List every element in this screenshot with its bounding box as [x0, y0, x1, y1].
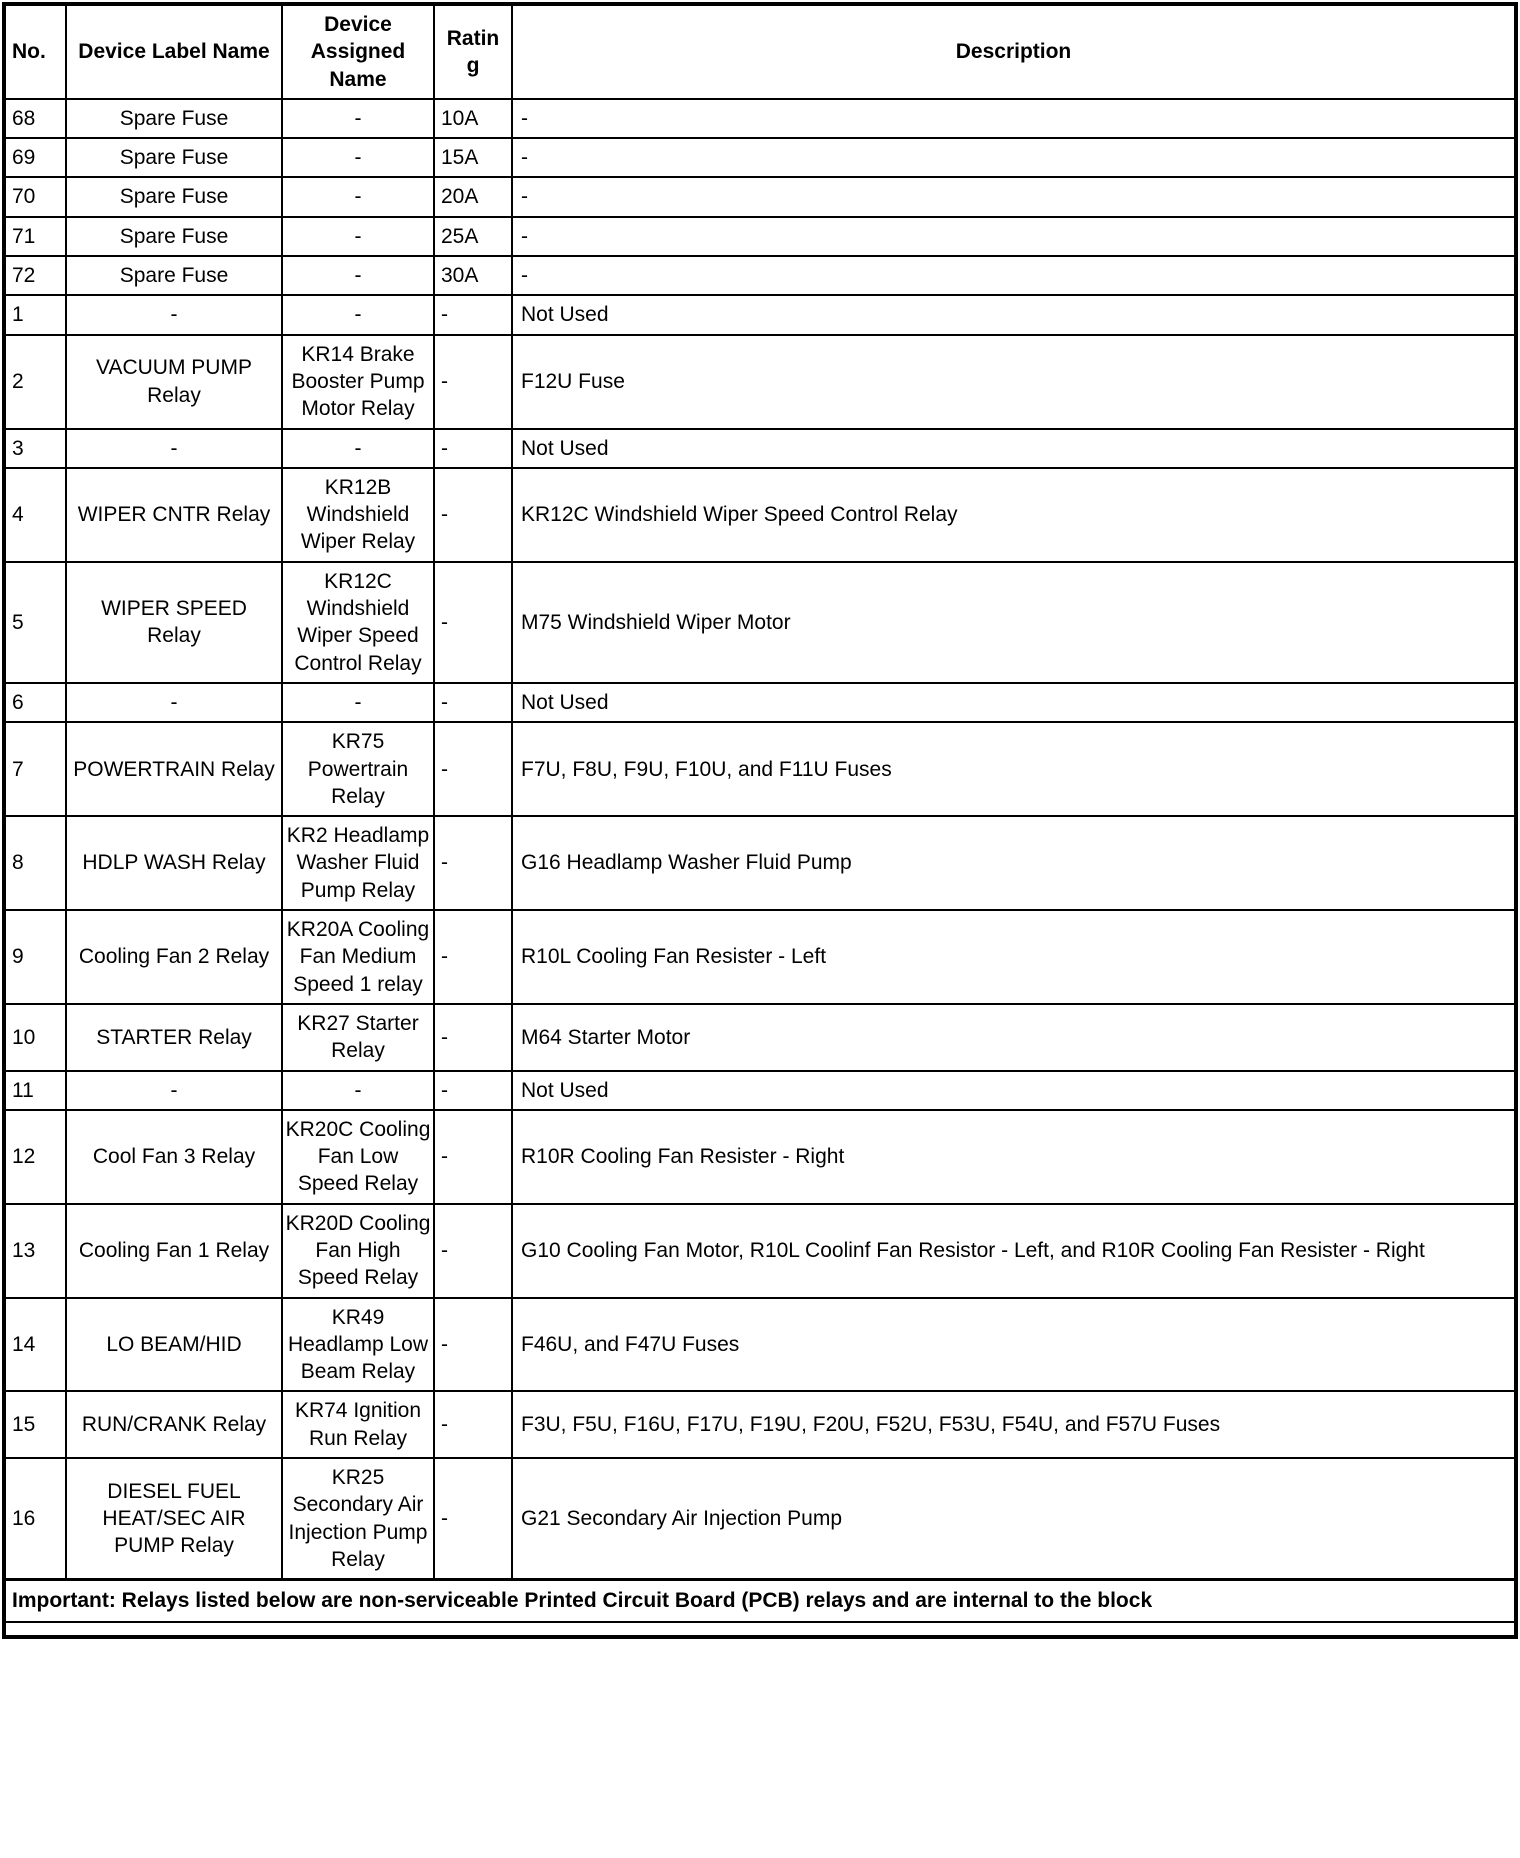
cell-rating: -: [434, 1071, 512, 1110]
table-row: [4, 1110, 1516, 1204]
cell-no: 71: [4, 217, 66, 256]
cell-rating: -: [434, 562, 512, 683]
cell-no: 14: [4, 1298, 66, 1392]
cell-description: G21 Secondary Air Injection Pump: [512, 1458, 1516, 1580]
cell-rating: -: [434, 1298, 512, 1392]
cell-no: 72: [4, 256, 66, 295]
cell-no: 6: [4, 683, 66, 722]
cell-assigned: -: [282, 1071, 434, 1110]
cell-rating: -: [434, 429, 512, 468]
cell-assigned: KR20C Cooling Fan Low Speed Relay: [282, 1110, 434, 1204]
cell-description: -: [512, 99, 1516, 138]
cell-no: 13: [4, 1204, 66, 1298]
cell-label: HDLP WASH Relay: [66, 816, 282, 910]
cell-assigned: -: [282, 99, 434, 138]
table-row: [4, 910, 1516, 1004]
table-row: [4, 468, 1516, 562]
cell-no: 15: [4, 1391, 66, 1458]
cell-assigned: KR27 Starter Relay: [282, 1004, 434, 1071]
cell-rating: 20A: [434, 177, 512, 216]
table-row: [4, 177, 1516, 216]
cell-no: 69: [4, 138, 66, 177]
cell-label: -: [66, 683, 282, 722]
cell-label: Spare Fuse: [66, 256, 282, 295]
table-row: [4, 722, 1516, 816]
table-row: [4, 683, 1516, 722]
column-header-assigned: Device Assigned Name: [282, 4, 434, 99]
cell-no: 70: [4, 177, 66, 216]
cell-assigned: KR25 Secondary Air Injection Pump Relay: [282, 1458, 434, 1580]
cell-no: 3: [4, 429, 66, 468]
cell-description: G10 Cooling Fan Motor, R10L Coolinf Fan Resistor - Left, and R10R Cooling Fan Resister - Right: [512, 1204, 1516, 1298]
cell-description: F3U, F5U, F16U, F17U, F19U, F20U, F52U, F53U, F54U, and F57U Fuses: [512, 1391, 1516, 1458]
empty-cell: [4, 1622, 1516, 1637]
cell-description: KR12C Windshield Wiper Speed Control Relay: [512, 468, 1516, 562]
table-row: [4, 295, 1516, 334]
cell-label: WIPER SPEED Relay: [66, 562, 282, 683]
cell-description: F46U, and F47U Fuses: [512, 1298, 1516, 1392]
column-header-rating: Rating: [434, 4, 512, 99]
cell-label: -: [66, 1071, 282, 1110]
table-row: [4, 429, 1516, 468]
cell-description: -: [512, 256, 1516, 295]
table-row: [4, 1298, 1516, 1392]
column-header-label: Device Label Name: [66, 4, 282, 99]
cell-label: DIESEL FUEL HEAT/SEC AIR PUMP Relay: [66, 1458, 282, 1580]
cell-description: -: [512, 177, 1516, 216]
cell-assigned: KR74 Ignition Run Relay: [282, 1391, 434, 1458]
table-row: [4, 217, 1516, 256]
cell-rating: 15A: [434, 138, 512, 177]
cell-description: G16 Headlamp Washer Fluid Pump: [512, 816, 1516, 910]
cell-assigned: -: [282, 295, 434, 334]
table-header: [4, 4, 1516, 99]
cell-assigned: KR2 Headlamp Washer Fluid Pump Relay: [282, 816, 434, 910]
cell-label: POWERTRAIN Relay: [66, 722, 282, 816]
cell-label: Spare Fuse: [66, 138, 282, 177]
cell-rating: -: [434, 295, 512, 334]
cell-label: RUN/CRANK Relay: [66, 1391, 282, 1458]
cell-rating: 25A: [434, 217, 512, 256]
column-header-no: No.: [4, 4, 66, 99]
cell-assigned: -: [282, 217, 434, 256]
cell-assigned: -: [282, 256, 434, 295]
cell-rating: -: [434, 683, 512, 722]
cell-assigned: -: [282, 177, 434, 216]
cell-description: F12U Fuse: [512, 335, 1516, 429]
table-body: [4, 99, 1516, 1580]
column-header-description: Description: [512, 4, 1516, 99]
cell-no: 2: [4, 335, 66, 429]
header-row: [4, 4, 1516, 99]
cell-assigned: KR75 Powertrain Relay: [282, 722, 434, 816]
cell-description: Not Used: [512, 295, 1516, 334]
cell-description: Not Used: [512, 683, 1516, 722]
cell-label: Cooling Fan 1 Relay: [66, 1204, 282, 1298]
cell-rating: -: [434, 1391, 512, 1458]
cell-rating: -: [434, 816, 512, 910]
cell-assigned: KR12C Windshield Wiper Speed Control Relay: [282, 562, 434, 683]
cell-assigned: KR20D Cooling Fan High Speed Relay: [282, 1204, 434, 1298]
table-row: [4, 816, 1516, 910]
cell-no: 16: [4, 1458, 66, 1580]
cell-label: STARTER Relay: [66, 1004, 282, 1071]
footer-note: Important: Relays listed below are non-serviceable Printed Circuit Board (PCB) relays and are internal to the block: [4, 1580, 1516, 1622]
cell-description: -: [512, 217, 1516, 256]
table-row: [4, 1391, 1516, 1458]
cell-label: Cooling Fan 2 Relay: [66, 910, 282, 1004]
cell-description: -: [512, 138, 1516, 177]
cell-no: 5: [4, 562, 66, 683]
cell-no: 11: [4, 1071, 66, 1110]
cell-description: R10R Cooling Fan Resister - Right: [512, 1110, 1516, 1204]
cell-assigned: -: [282, 683, 434, 722]
cell-rating: -: [434, 335, 512, 429]
cell-label: VACUUM PUMP Relay: [66, 335, 282, 429]
empty-row: [4, 1622, 1516, 1637]
cell-rating: 30A: [434, 256, 512, 295]
cell-description: R10L Cooling Fan Resister - Left: [512, 910, 1516, 1004]
table-row: [4, 562, 1516, 683]
cell-rating: -: [434, 1458, 512, 1580]
cell-rating: -: [434, 910, 512, 1004]
table-row: [4, 1004, 1516, 1071]
cell-label: Cool Fan 3 Relay: [66, 1110, 282, 1204]
cell-description: Not Used: [512, 1071, 1516, 1110]
cell-rating: -: [434, 1204, 512, 1298]
table-row: [4, 99, 1516, 138]
cell-assigned: -: [282, 429, 434, 468]
cell-description: M75 Windshield Wiper Motor: [512, 562, 1516, 683]
cell-label: Spare Fuse: [66, 99, 282, 138]
cell-label: Spare Fuse: [66, 217, 282, 256]
table-footer: [4, 1580, 1516, 1637]
cell-description: F7U, F8U, F9U, F10U, and F11U Fuses: [512, 722, 1516, 816]
cell-assigned: KR20A Cooling Fan Medium Speed 1 relay: [282, 910, 434, 1004]
cell-no: 4: [4, 468, 66, 562]
table-row: [4, 1458, 1516, 1580]
cell-rating: -: [434, 1110, 512, 1204]
cell-no: 10: [4, 1004, 66, 1071]
table-row: [4, 335, 1516, 429]
fuse-relay-table: [2, 2, 1518, 1639]
cell-description: M64 Starter Motor: [512, 1004, 1516, 1071]
table-row: [4, 138, 1516, 177]
cell-no: 7: [4, 722, 66, 816]
cell-description: Not Used: [512, 429, 1516, 468]
cell-no: 9: [4, 910, 66, 1004]
table-row: [4, 1204, 1516, 1298]
table-row: [4, 1071, 1516, 1110]
cell-rating: -: [434, 468, 512, 562]
cell-assigned: -: [282, 138, 434, 177]
cell-label: -: [66, 295, 282, 334]
cell-rating: -: [434, 722, 512, 816]
cell-assigned: KR49 Headlamp Low Beam Relay: [282, 1298, 434, 1392]
cell-label: Spare Fuse: [66, 177, 282, 216]
cell-no: 1: [4, 295, 66, 334]
cell-rating: -: [434, 1004, 512, 1071]
cell-no: 12: [4, 1110, 66, 1204]
cell-no: 68: [4, 99, 66, 138]
cell-rating: 10A: [434, 99, 512, 138]
footer-row: [4, 1580, 1516, 1622]
cell-assigned: KR14 Brake Booster Pump Motor Relay: [282, 335, 434, 429]
cell-label: WIPER CNTR Relay: [66, 468, 282, 562]
cell-label: -: [66, 429, 282, 468]
cell-no: 8: [4, 816, 66, 910]
table-row: [4, 256, 1516, 295]
cell-label: LO BEAM/HID: [66, 1298, 282, 1392]
cell-assigned: KR12B Windshield Wiper Relay: [282, 468, 434, 562]
